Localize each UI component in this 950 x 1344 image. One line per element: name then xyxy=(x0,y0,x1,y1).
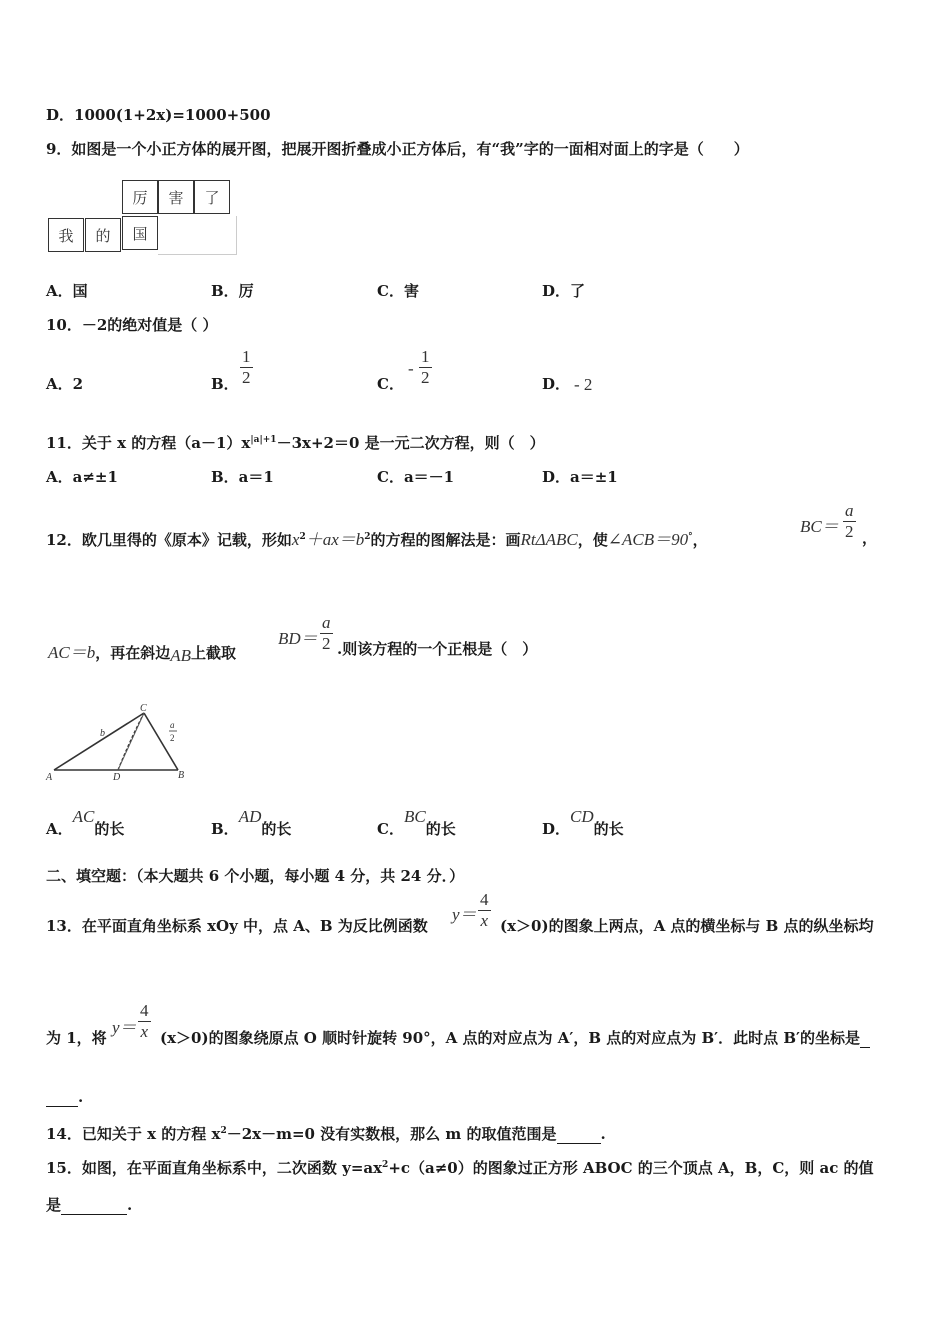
option-segment: AD xyxy=(238,807,262,826)
cube-net-figure xyxy=(48,178,240,258)
q13-p1: 13．在平面直角坐标系 xOy 中，点 A、B 为反比例函数 xyxy=(46,917,428,935)
q10-option-c-fraction xyxy=(419,347,432,388)
q11-option-a: A．a≠±1 xyxy=(46,468,118,486)
q9-option-a: A．国 xyxy=(46,282,88,300)
q10-option-d-value: - 2 xyxy=(574,375,593,394)
q11-exponent: |a|+1 xyxy=(250,435,277,445)
net-cell-top-3: 了 xyxy=(194,180,230,214)
q12-angle: ∠ACB＝90 xyxy=(607,530,689,549)
q13-answer-line xyxy=(46,1088,83,1107)
q12-p3: ，使 xyxy=(577,531,608,549)
q13-answer-blank-1[interactable] xyxy=(860,1029,870,1048)
label-a-half-num: a xyxy=(170,720,175,730)
option-suffix: 的长 xyxy=(425,820,456,838)
q13-y-lhs-2: y＝ xyxy=(112,1018,137,1037)
q15-end: . xyxy=(127,1196,133,1214)
q15-sup: 2 xyxy=(382,1160,389,1170)
q13-p4 xyxy=(160,1027,870,1048)
net-cell-bottom-1: 我 xyxy=(48,218,84,252)
q12-bd-num: a xyxy=(322,613,331,632)
q12-bc-fraction xyxy=(843,501,856,542)
q13-den: x xyxy=(480,911,489,930)
label-b-side: b xyxy=(100,728,105,739)
q14-sup: 2 xyxy=(220,1126,227,1136)
net-cell-bottom-2: 的 xyxy=(85,218,121,252)
option-suffix: 的长 xyxy=(261,820,292,838)
label-c: C xyxy=(140,703,147,714)
q12-option-c xyxy=(377,807,456,839)
label-d: D xyxy=(113,772,121,783)
q14-end: . xyxy=(600,1125,606,1143)
q10-b-den: 2 xyxy=(242,368,251,387)
q12-p1: 12．欧几里得的《原本》记载，形如 xyxy=(46,531,292,549)
q13-y-lhs-1: y＝ xyxy=(452,905,477,924)
q13-num: 4 xyxy=(140,1001,149,1020)
q12-bc-den: 2 xyxy=(845,522,854,541)
net-faint-outline xyxy=(158,216,237,255)
q12-bc-lhs: BC＝ xyxy=(800,517,839,536)
option-suffix: 的长 xyxy=(593,820,624,838)
q12-bd-den: 2 xyxy=(322,634,331,653)
q12-p6: .则该方程的一个正根是（ ） xyxy=(337,640,538,658)
q11-stem-a: 11．关于 x 的方程（a－1）x xyxy=(46,434,251,452)
q13-answer-blank-2[interactable] xyxy=(46,1088,78,1107)
net-cell-bottom-3: 国 xyxy=(122,216,158,250)
q9-stem: 9．如图是一个小正方体的展开图，把展开图折叠成小正方体后，有“我”字的一面相对面上的字是（ ） xyxy=(46,140,749,158)
q12-p2: 的方程的图解法是：画 xyxy=(370,531,521,549)
q14-p1: 14．已知关于 x 的方程 x xyxy=(46,1125,221,1143)
q12-triangle-figure xyxy=(44,700,194,786)
q11-stem xyxy=(46,432,545,453)
q12-eq-sq1: 2 xyxy=(299,532,306,542)
q12-line-2a xyxy=(48,638,236,663)
option-letter: B． xyxy=(211,820,239,838)
q12-option-d xyxy=(542,807,624,839)
q10-option-b-label: B． xyxy=(211,375,239,393)
q10-option-b-fraction xyxy=(240,347,253,388)
q12-bc-num: a xyxy=(845,501,854,520)
q10-stem: 10．－2的绝对值是（ ） xyxy=(46,316,218,334)
q15-p1: 15．如图，在平面直角坐标系中，二次函数 y=ax xyxy=(46,1159,383,1177)
q11-option-d: D．a＝±1 xyxy=(542,468,618,486)
q12-option-a xyxy=(46,807,125,839)
q13-p4-text: (x＞0)的图象绕原点 O 顺时针旋转 90°，A 点的对应点为 A′，B 点的对应点为 B′．此时点 B′的坐标是 xyxy=(160,1029,860,1047)
q14-p2: －2x－m=0 没有实数根，那么 m 的取值范围是 xyxy=(226,1125,557,1143)
q10-c-den: 2 xyxy=(421,368,430,387)
q13-fraction-2 xyxy=(138,1001,151,1042)
q10-option-d-label: D． xyxy=(542,375,571,393)
q12-line-1 xyxy=(46,525,708,550)
q13-num: 4 xyxy=(480,890,489,909)
q15-p3: 是 xyxy=(46,1196,62,1214)
q15-p2: +c（a≠0）的图象过正方形 ABOC 的三个顶点 A，B，C，则 ac 的值 xyxy=(388,1159,874,1177)
option-letter: A． xyxy=(46,820,73,838)
q15-answer-blank[interactable] xyxy=(61,1196,127,1215)
q10-option-c-label: C． xyxy=(377,375,404,393)
q14-stem xyxy=(46,1123,606,1144)
q10-c-sign: - xyxy=(408,359,414,378)
q12-option-b xyxy=(211,807,292,839)
q13-end: . xyxy=(78,1088,84,1106)
q12-ab: AB xyxy=(170,646,192,665)
q8-option-d: D．1000(1+2x)=1000+500 xyxy=(46,106,271,124)
q12-ac: AC＝b xyxy=(48,643,96,662)
q9-option-b: B．厉 xyxy=(211,282,254,300)
q10-option-a: A．2 xyxy=(46,375,84,393)
q12-eq-x: x xyxy=(291,530,300,549)
q12-eq-mid: ＋ax＝b xyxy=(305,530,365,549)
q12-eq-sq2: 2 xyxy=(364,532,371,542)
q12-degree: ° xyxy=(688,532,693,542)
q14-answer-blank[interactable] xyxy=(557,1125,601,1144)
option-segment: CD xyxy=(570,807,594,826)
option-suffix: 的长 xyxy=(94,820,125,838)
q13-den: x xyxy=(140,1022,149,1041)
label-a-half-den: 2 xyxy=(170,733,175,743)
option-segment: AC xyxy=(72,807,95,826)
q15-line-2 xyxy=(46,1194,132,1215)
net-cell-top-1: 厉 xyxy=(122,180,158,214)
section-2-heading: 二、填空题：（本大题共 6 个小题，每小题 4 分，共 24 分．） xyxy=(46,867,465,885)
q11-option-b: B．a＝1 xyxy=(211,468,274,486)
q11-option-c: C．a＝－1 xyxy=(377,468,455,486)
q12-rt-triangle: RtΔABC xyxy=(520,530,578,549)
q13-p2: (x＞0)的图象上两点，A 点的横坐标与 B 点的纵坐标均 xyxy=(500,917,874,935)
q12-end-comma: ， xyxy=(862,529,878,547)
q12-p5: 上截取 xyxy=(191,644,237,662)
q12-comma: ， xyxy=(692,531,708,549)
q13-p3: 为 1，将 xyxy=(46,1029,107,1047)
net-cell-top-2: 害 xyxy=(158,180,194,214)
q10-b-num: 1 xyxy=(242,347,251,366)
q12-p4: ，再在斜边 xyxy=(95,644,171,662)
q10-c-num: 1 xyxy=(421,347,430,366)
option-segment: BC xyxy=(403,807,426,826)
q13-fraction-1 xyxy=(478,890,491,931)
label-b: B xyxy=(178,770,185,781)
q12-bd-lhs: BD＝ xyxy=(278,629,318,648)
label-a: A xyxy=(46,772,53,783)
q15-stem xyxy=(46,1157,874,1178)
q9-option-d: D．了 xyxy=(542,282,586,300)
q9-option-c: C．害 xyxy=(377,282,419,300)
q12-bd-fraction xyxy=(320,613,333,654)
option-letter: C． xyxy=(377,820,404,838)
option-letter: D． xyxy=(542,820,571,838)
q11-stem-b: －3x+2＝0 是一元二次方程，则（ ） xyxy=(276,434,545,452)
